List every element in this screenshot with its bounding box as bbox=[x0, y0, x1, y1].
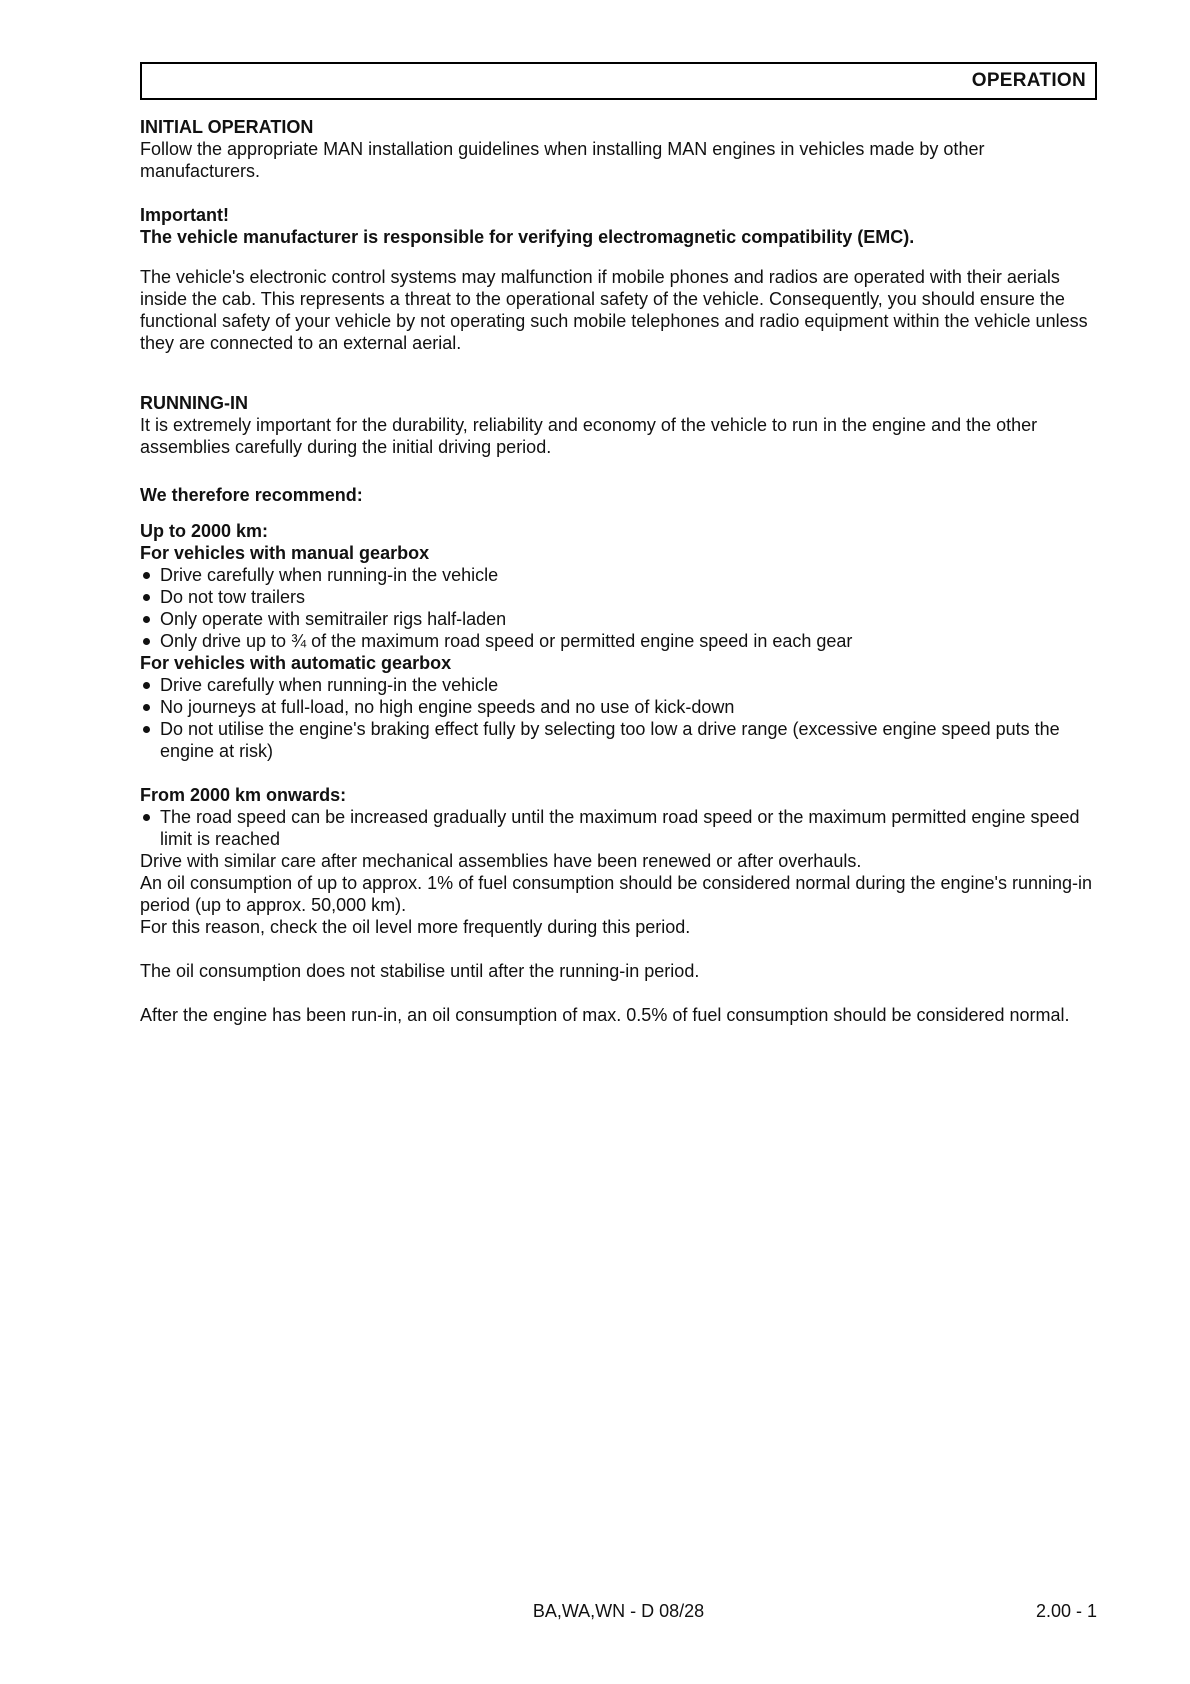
list-item-text: Only operate with semitrailer rigs half-laden bbox=[160, 609, 507, 629]
oil-consumption-final-note: After the engine has been run-in, an oil consumption of max. 0.5% of fuel consumption should be considered normal. bbox=[140, 1005, 1070, 1025]
footer-document-code: BA,WA,WN - D 08/28 bbox=[532, 1601, 705, 1621]
from-2000-note: For this reason, check the oil level more frequently during this period. bbox=[140, 917, 691, 937]
recommend-heading: We therefore recommend: bbox=[140, 485, 363, 505]
manual-gearbox-list bbox=[140, 564, 1097, 652]
automatic-gearbox-list bbox=[140, 674, 1097, 762]
list-item bbox=[140, 696, 1097, 718]
list-item bbox=[140, 718, 1097, 762]
bullet-icon bbox=[143, 726, 150, 733]
from-2000-note: Drive with similar care after mechanical assemblies have been renewed or after overhauls. bbox=[140, 851, 862, 871]
initial-operation-heading: INITIAL OPERATION bbox=[140, 117, 314, 137]
important-statement: The vehicle manufacturer is responsible for verifying electromagnetic compatibility (EMC). bbox=[140, 227, 915, 247]
page-header-title: OPERATION bbox=[971, 70, 1086, 91]
from-2000-list bbox=[140, 806, 1097, 850]
initial-operation-body: Follow the appropriate MAN installation guidelines when installing MAN engines in vehicles made by other manufacturers. bbox=[140, 139, 985, 181]
list-item-text: Drive carefully when running-in the vehicle bbox=[160, 675, 499, 695]
list-item-text: No journeys at full-load, no high engine speeds and no use of kick-down bbox=[160, 697, 735, 717]
list-item bbox=[140, 806, 1097, 850]
list-item bbox=[140, 608, 1097, 630]
important-heading: Important! bbox=[140, 205, 229, 225]
bullet-icon bbox=[143, 814, 150, 821]
important-body: The vehicle's electronic control systems may malfunction if mobile phones and radios are operated with their aerials inside the cab. This represents a threat to the operational safety of the vehicle. Consequently, you should ensure the functional safety of your vehicle by not operating such mobile telephones and radio equipment within the vehicle unless they are connected to an external aerial. bbox=[140, 267, 1088, 353]
bullet-icon bbox=[143, 594, 150, 601]
page-header-box bbox=[140, 62, 1097, 100]
running-in-body: It is extremely important for the durability, reliability and economy of the vehicle to run in the engine and the other assemblies carefully during the initial driving period. bbox=[140, 415, 1038, 457]
bullet-icon bbox=[143, 638, 150, 645]
list-item bbox=[140, 674, 1097, 696]
footer-page-number: 2.00 - 1 bbox=[1035, 1601, 1097, 1621]
list-item-text: Do not tow trailers bbox=[160, 587, 306, 607]
automatic-gearbox-heading: For vehicles with automatic gearbox bbox=[140, 653, 452, 673]
up-to-2000-heading: Up to 2000 km: bbox=[140, 521, 269, 541]
list-item-text: Do not utilise the engine's braking effect fully by selecting too low a drive range (excessive engine speed puts the engine at risk) bbox=[160, 719, 1060, 761]
from-2000-heading: From 2000 km onwards: bbox=[140, 785, 347, 805]
manual-gearbox-heading: For vehicles with manual gearbox bbox=[140, 543, 430, 563]
list-item bbox=[140, 564, 1097, 586]
bullet-icon bbox=[143, 616, 150, 623]
list-item-text: Only drive up to ¾ of the maximum road speed or permitted engine speed in each gear bbox=[160, 631, 853, 651]
bullet-icon bbox=[143, 704, 150, 711]
list-item bbox=[140, 586, 1097, 608]
bullet-icon bbox=[143, 682, 150, 689]
page-content bbox=[140, 62, 1097, 1026]
list-item-text: Drive carefully when running-in the vehicle bbox=[160, 565, 499, 585]
running-in-heading: RUNNING-IN bbox=[140, 393, 248, 413]
list-item bbox=[140, 630, 1097, 652]
list-item-text: The road speed can be increased gradually until the maximum road speed or the maximum permitted engine speed limit is reached bbox=[160, 807, 1080, 849]
bullet-icon bbox=[143, 572, 150, 579]
from-2000-note: An oil consumption of up to approx. 1% of fuel consumption should be considered normal during the engine's running-in period (up to approx. 50,000 km). bbox=[140, 873, 1093, 915]
oil-consumption-note: The oil consumption does not stabilise until after the running-in period. bbox=[140, 961, 700, 981]
page-footer bbox=[140, 1600, 1097, 1622]
